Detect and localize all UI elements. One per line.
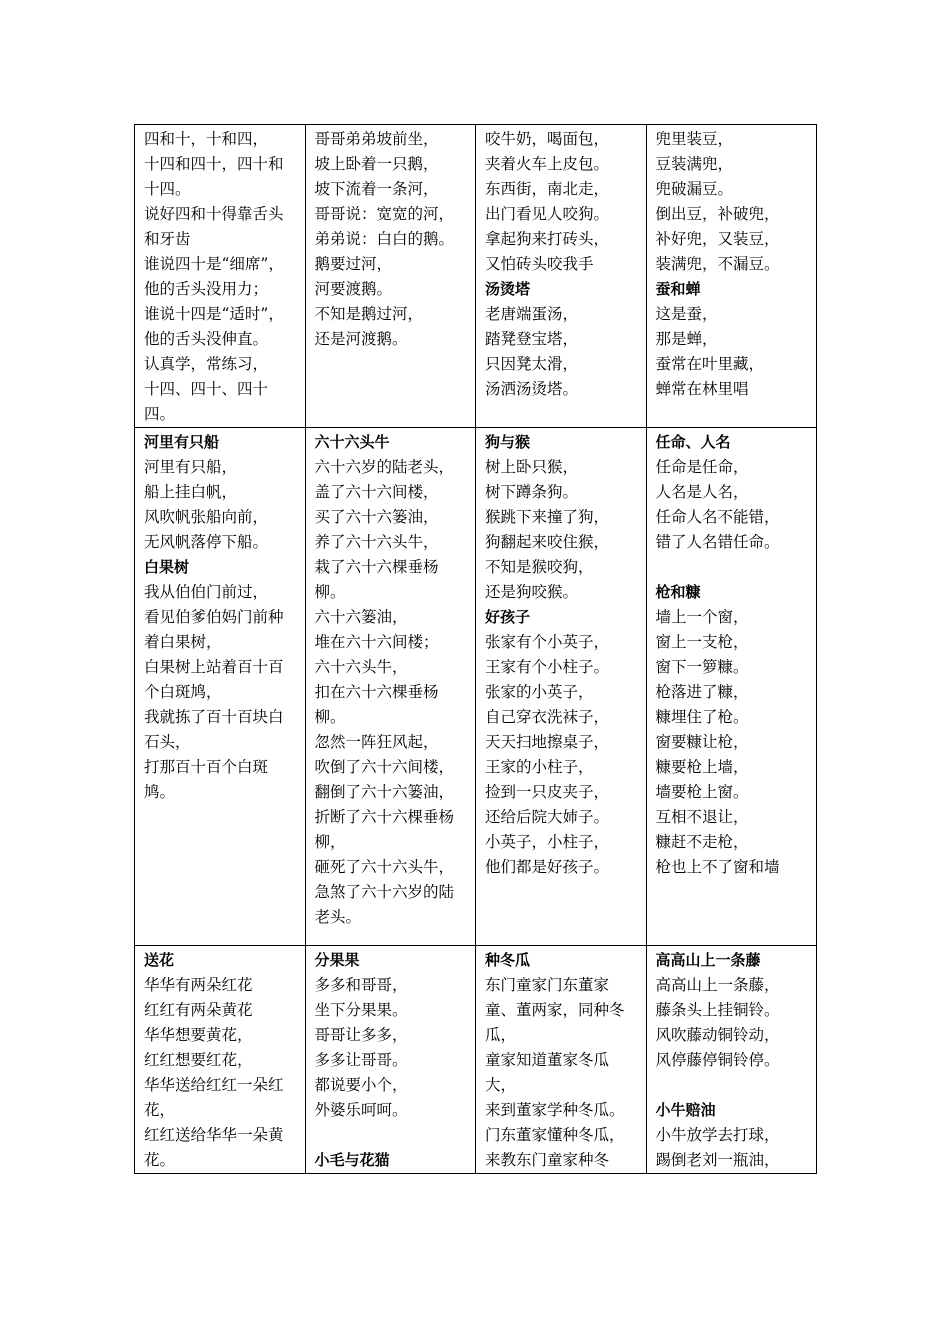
poem-line: 养了六十六头牛， xyxy=(314,533,439,551)
poem-line: 糠要枪上墙， xyxy=(655,758,749,776)
poem-line: 十四和四十，四十和十四。 xyxy=(144,155,284,198)
poem-line: 弟弟说：白白的鹅。 xyxy=(314,230,455,248)
table-cell xyxy=(305,125,476,428)
poem-title: 六十六头牛 xyxy=(314,433,390,451)
poem-line: 东西街，南北走， xyxy=(485,180,610,198)
poem-line: 门东董家懂种冬瓜， xyxy=(485,1126,625,1144)
poem-line: 多多和哥哥， xyxy=(314,976,408,994)
poem-line: 树下蹲条狗。 xyxy=(485,483,579,501)
poem-title: 枪和糠 xyxy=(655,583,701,601)
poem-line: 华华有两朵红花 xyxy=(144,976,253,994)
poem-line: 我从伯伯门前过， xyxy=(144,583,269,601)
poem-line: 谁说四十是“细席”， xyxy=(144,255,284,273)
poem-title: 汤烫塔 xyxy=(485,280,531,298)
poem-title: 白果树 xyxy=(144,558,190,576)
poem-title: 小毛与花猫 xyxy=(314,1151,390,1169)
poem-line: 东门童家门东董家童、董两家，同种冬瓜， xyxy=(485,976,625,1044)
poem-line: 童家知道董家冬瓜大， xyxy=(485,1051,610,1094)
poem-line: 急煞了六十六岁的陆老头。 xyxy=(314,883,455,926)
poem-line: 还给后院大姉子。 xyxy=(485,808,610,826)
table-cell xyxy=(646,125,817,428)
poem-line: 外婆乐呵呵。 xyxy=(314,1101,408,1119)
poem-line: 还是河渡鹅。 xyxy=(314,330,408,348)
poem-line: 认真学，常练习， xyxy=(144,355,269,373)
poem-line: 豆装满兜， xyxy=(655,155,734,173)
poem-line: 四和十，十和四， xyxy=(144,130,269,148)
poem-line: 墙上一个窗， xyxy=(655,608,749,626)
table-cell xyxy=(646,428,817,946)
poem-title: 高高山上一条藤 xyxy=(655,951,761,969)
poem-line: 藤条头上挂铜铃。 xyxy=(655,1001,780,1019)
poem-line: 王家的小柱子， xyxy=(485,758,594,776)
poem-line: 不知是猴咬狗， xyxy=(485,558,594,576)
table-cell xyxy=(135,946,306,1174)
poem-line: 红红送给华华一朵黄花。 xyxy=(144,1126,284,1169)
poem-line: 栽了六十六棵垂杨柳。 xyxy=(314,558,439,601)
poem-line: 猴跳下来撞了狗， xyxy=(485,508,610,526)
poem-line: 白果树上站着百十百个白斑鸠， xyxy=(144,658,284,701)
poem-line: 王家有个小柱子。 xyxy=(485,658,610,676)
poem-line: 倒出豆，补破兜， xyxy=(655,205,780,223)
poem-line: 我就拣了百十百块白石头， xyxy=(144,708,284,751)
poem-line: 六十六岁的陆老头， xyxy=(314,458,455,476)
poem-line: 小英子，小柱子， xyxy=(485,833,610,851)
poem-line: 天天扫地擦桌子， xyxy=(485,733,610,751)
poem-line: 六十六篓油， xyxy=(314,608,408,626)
table-cell xyxy=(135,125,306,428)
poem-title: 好孩子 xyxy=(485,608,531,626)
poem-line: 风停藤停铜铃停。 xyxy=(655,1051,780,1069)
poem-line: 翻倒了六十六篓油， xyxy=(314,783,455,801)
poem-line: 多多让哥哥。 xyxy=(314,1051,408,1069)
poem-line: 只因凳太滑， xyxy=(485,355,579,373)
poem-line: 说好四和十得靠舌头和牙齿 xyxy=(144,205,284,248)
poem-line: 坐下分果果。 xyxy=(314,1001,408,1019)
table-cell xyxy=(476,125,647,428)
poem-title: 河里有只船 xyxy=(144,433,220,451)
poem-line: 兜里装豆， xyxy=(655,130,734,148)
poem-line: 补好兜，又装豆， xyxy=(655,230,780,248)
poem-title: 送花 xyxy=(144,951,175,969)
spacer xyxy=(315,1123,468,1148)
poem-line: 捡到一只皮夹子， xyxy=(485,783,610,801)
poem-line: 买了六十六篓油， xyxy=(314,508,439,526)
poem-title: 分果果 xyxy=(314,951,360,969)
table-cell xyxy=(476,946,647,1174)
poem-line: 风吹帆张船向前， xyxy=(144,508,269,526)
poem-line: 船上挂白帆， xyxy=(144,483,238,501)
poem-line: 糠赶不走枪， xyxy=(655,833,749,851)
poem-line: 鹅要过河， xyxy=(314,255,393,273)
poem-line: 墙要枪上窗。 xyxy=(655,783,749,801)
poem-line: 他的舌头没用力； xyxy=(144,280,269,298)
spacer xyxy=(656,555,809,580)
poem-line: 窗上一支枪， xyxy=(655,633,749,651)
poem-line: 谁说十四是“适时”， xyxy=(144,305,284,323)
poem-line: 糠埋住了枪。 xyxy=(655,708,749,726)
poem-line: 窗下一箩糠。 xyxy=(655,658,749,676)
poem-title: 小牛赔油 xyxy=(655,1101,716,1119)
poem-title: 狗与猴 xyxy=(485,433,531,451)
poem-line: 忽然一阵狂风起， xyxy=(314,733,439,751)
poem-line: 踢倒老刘一瓶油， xyxy=(655,1151,780,1169)
poem-line: 任命人名不能错， xyxy=(655,508,780,526)
table-cell xyxy=(135,428,306,946)
poem-line: 蝉常在林里唱 xyxy=(655,380,749,398)
poem-line: 他的舌头没伸直。 xyxy=(144,330,269,348)
poem-line: 他们都是好孩子。 xyxy=(485,858,610,876)
poem-line: 又怕砖头咬我手 xyxy=(485,255,594,273)
poem-line: 吹倒了六十六间楼， xyxy=(314,758,455,776)
poem-line: 打那百十百个白斑鸠。 xyxy=(144,758,269,801)
poem-line: 出门看见人咬狗。 xyxy=(485,205,610,223)
tongue-twister-table xyxy=(134,124,817,1174)
poem-line: 盖了六十六间楼， xyxy=(314,483,439,501)
table-cell xyxy=(476,428,647,946)
poem-title: 任命、人名 xyxy=(655,433,731,451)
poem-line: 蚕常在叶里藏， xyxy=(655,355,765,373)
poem-line: 来教东门童家种冬 xyxy=(485,1151,610,1169)
poem-line: 任命是任命， xyxy=(655,458,749,476)
poem-line: 扣在六十六棵垂杨柳。 xyxy=(314,683,439,726)
table-row xyxy=(135,125,817,428)
poem-line: 华华送给红红一朵红花， xyxy=(144,1076,284,1119)
poem-title: 蚕和蝉 xyxy=(655,280,701,298)
poem-line: 拿起狗来打砖头， xyxy=(485,230,610,248)
poem-line: 小牛放学去打球， xyxy=(655,1126,780,1144)
table-row xyxy=(135,428,817,946)
poem-line: 红红想要红花， xyxy=(144,1051,253,1069)
table-cell xyxy=(305,428,476,946)
poem-line: 哥哥说：宽宽的河， xyxy=(314,205,455,223)
poem-line: 张家有个小英子， xyxy=(485,633,610,651)
poem-line: 狗翻起来咬住猴， xyxy=(485,533,610,551)
poem-line: 这是蚕， xyxy=(655,305,718,323)
poem-line: 互相不退让， xyxy=(655,808,749,826)
poem-line: 汤洒汤烫塔。 xyxy=(485,380,579,398)
poem-line: 哥哥弟弟坡前坐， xyxy=(314,130,439,148)
poem-line: 枪也上不了窗和墙 xyxy=(655,858,780,876)
poem-line: 咬牛奶，喝面包， xyxy=(485,130,610,148)
poem-line: 六十六头牛， xyxy=(314,658,408,676)
poem-title: 种冬瓜 xyxy=(485,951,531,969)
poem-line: 折断了六十六棵垂杨柳， xyxy=(314,808,455,851)
poem-line: 河要渡鹅。 xyxy=(314,280,393,298)
poem-line: 哥哥让多多， xyxy=(314,1026,408,1044)
poem-line: 高高山上一条藤， xyxy=(655,976,780,994)
poem-line: 不知是鹅过河， xyxy=(314,305,424,323)
poem-line: 还是狗咬猴。 xyxy=(485,583,579,601)
poem-line: 老唐端蛋汤， xyxy=(485,305,579,323)
table-cell xyxy=(646,946,817,1174)
poem-line: 兜破漏豆。 xyxy=(655,180,734,198)
poem-line: 无风帆落停下船。 xyxy=(144,533,269,551)
poem-line: 人名是人名， xyxy=(655,483,749,501)
table-row xyxy=(135,946,817,1174)
poem-line: 错了人名错任命。 xyxy=(655,533,780,551)
poem-line: 砸死了六十六头牛， xyxy=(314,858,455,876)
table-cell xyxy=(305,946,476,1174)
poem-line: 窗要糠让枪， xyxy=(655,733,749,751)
poem-line: 河里有只船， xyxy=(144,458,238,476)
poem-line: 自己穿衣洗袜子， xyxy=(485,708,610,726)
poem-line: 踏凳登宝塔， xyxy=(485,330,579,348)
poem-line: 枪落进了糠， xyxy=(655,683,749,701)
poem-line: 十四、四十、四十四。 xyxy=(144,380,269,423)
poem-line: 风吹藤动铜铃动， xyxy=(655,1026,780,1044)
poem-line: 都说要小个， xyxy=(314,1076,408,1094)
poem-line: 华华想要黄花， xyxy=(144,1026,253,1044)
poem-line: 坡上卧着一只鹅， xyxy=(314,155,439,173)
poem-line: 夹着火车上皮包。 xyxy=(485,155,610,173)
poem-line: 来到董家学种冬瓜。 xyxy=(485,1101,625,1119)
spacer xyxy=(656,1073,809,1098)
poem-line: 红红有两朵黄花 xyxy=(144,1001,253,1019)
poem-line: 坡下流着一条河， xyxy=(314,180,439,198)
poem-line: 那是蝉， xyxy=(655,330,718,348)
poem-line: 看见伯爹伯妈门前种着白果树， xyxy=(144,608,284,651)
poem-line: 堆在六十六间楼； xyxy=(314,633,439,651)
poem-line: 装满兜，不漏豆。 xyxy=(655,255,780,273)
poem-line: 张家的小英子， xyxy=(485,683,594,701)
poem-line: 树上卧只猴， xyxy=(485,458,579,476)
